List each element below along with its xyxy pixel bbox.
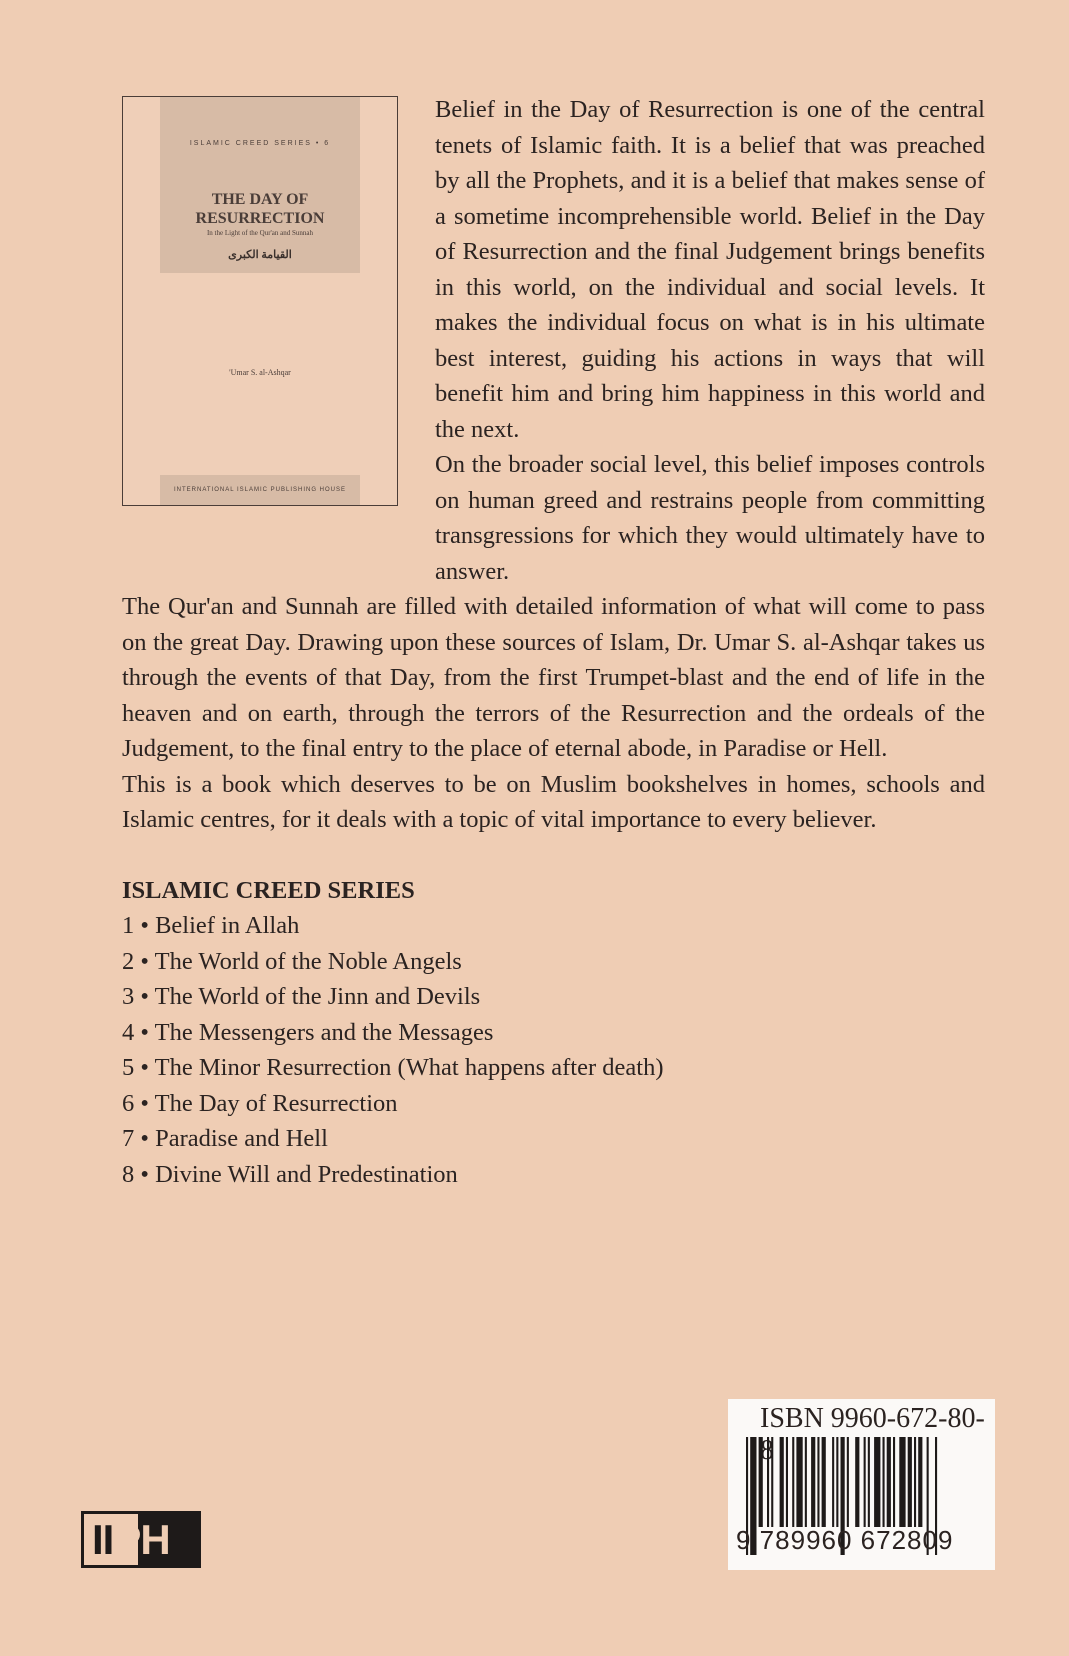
blurb-paragraph: On the broader social level, this belief imposes controls on human greed and restrains people from committing transgressions for which they would ultimately have to answer. [435, 451, 985, 585]
series-item: 2 • The World of the Noble Angels [122, 947, 462, 975]
barcode-bar [767, 1437, 769, 1527]
series-item: 4 • The Messengers and the Messages [122, 1018, 494, 1046]
series-item: 5 • The Minor Resurrection (What happens after death) [122, 1054, 664, 1081]
barcode-bar [918, 1437, 922, 1527]
thumbnail-arabic-title: القيامة الكبرى [228, 248, 292, 261]
thumbnail-title-band [160, 97, 360, 273]
barcode-bar [883, 1437, 885, 1527]
barcode-bar [780, 1437, 784, 1527]
barcode-bar [874, 1437, 880, 1527]
series-item: 8 • Divine Will and Predestination [122, 1160, 458, 1188]
barcode-bar [868, 1437, 870, 1527]
thumbnail-title: THE DAY OF RESURRECTION [195, 190, 325, 227]
series-list [122, 908, 985, 1192]
barcode-bar [805, 1437, 807, 1527]
thumbnail-publisher: INTERNATIONAL ISLAMIC PUBLISHING HOUSE [160, 475, 360, 505]
back-cover-text [122, 92, 985, 1192]
barcode-bar [771, 1437, 773, 1527]
barcode-bar [836, 1437, 838, 1527]
series-item: 6 • The Day of Resurrection [122, 1089, 398, 1117]
barcode-bar [832, 1437, 834, 1527]
isbn-barcode [728, 1399, 995, 1570]
barcode-bar [908, 1437, 912, 1527]
thumbnail-series: ISLAMIC CREED SERIES • 6 [189, 140, 331, 147]
barcode-digits: 9 789960 672809 [736, 1525, 954, 1555]
barcode-bar [811, 1437, 815, 1527]
series-item: 7 • Paradise and Hell [122, 1125, 328, 1152]
barcode-bar [786, 1437, 788, 1527]
blurb-paragraph: Belief in the Day of Resurrection is one of the central tenets of Islamic faith. It is a belief that was preached by all the Prophets, and it is a belief that makes sense of a sometime incomprehensible world. Belief in the Day of Resurrection and the final Judgement brings benefits in this world, on the individual and social levels. It makes the individual focus on what is in his ultimate best interest, guiding his actions in ways that will benefit him and bring him happiness in this world and the next. [435, 96, 985, 443]
barcode-bar [864, 1437, 866, 1527]
isbn-number: ISBN 9960-672-80- [760, 1403, 985, 1434]
series-heading: ISLAMIC CREED SERIES [122, 876, 415, 904]
barcode-bar [855, 1437, 859, 1527]
thumbnail-author: 'Umar S. al-Ashqar [229, 368, 291, 377]
barcode-bar [847, 1437, 849, 1527]
publisher-logo [81, 1511, 201, 1568]
barcode-bar [887, 1437, 891, 1527]
barcode-bar [899, 1437, 905, 1527]
barcode-bar [792, 1437, 794, 1527]
cover-thumbnail [122, 96, 398, 506]
blurb-paragraph: The Qur'an and Sunnah are filled with detailed information of what will come to pass on the great Day. Drawing upon these sources of Islam, Dr. Umar S. al-Ashqar takes us through the events of that Day, from the first Trumpet-blast and the end of life in the heaven and on earth, through the terrors of the Resurrection and the ordeals of the Judgement, to the final entry to the place of eternal abode, in Paradise or Hell. [122, 593, 985, 762]
thumbnail-subtitle: In the Light of the Qur'an and Sunnah [206, 228, 314, 237]
publisher-logo-text: IIPH [92, 1516, 170, 1563]
series-item: 1 • Belief in Allah [122, 912, 300, 939]
barcode-bar [817, 1437, 819, 1527]
series-item: 3 • The World of the Jinn and Devils [122, 983, 481, 1010]
barcode-bar [759, 1437, 763, 1527]
barcode-bar [914, 1437, 916, 1527]
barcode-bar [893, 1437, 895, 1527]
blurb-paragraph: This is a book which deserves to be on Muslim bookshelves in homes, schools and Islamic centres, for it deals with a topic of vital importance to every believer. [122, 770, 985, 833]
barcode-bar [822, 1437, 826, 1527]
barcode-bar [796, 1437, 802, 1527]
